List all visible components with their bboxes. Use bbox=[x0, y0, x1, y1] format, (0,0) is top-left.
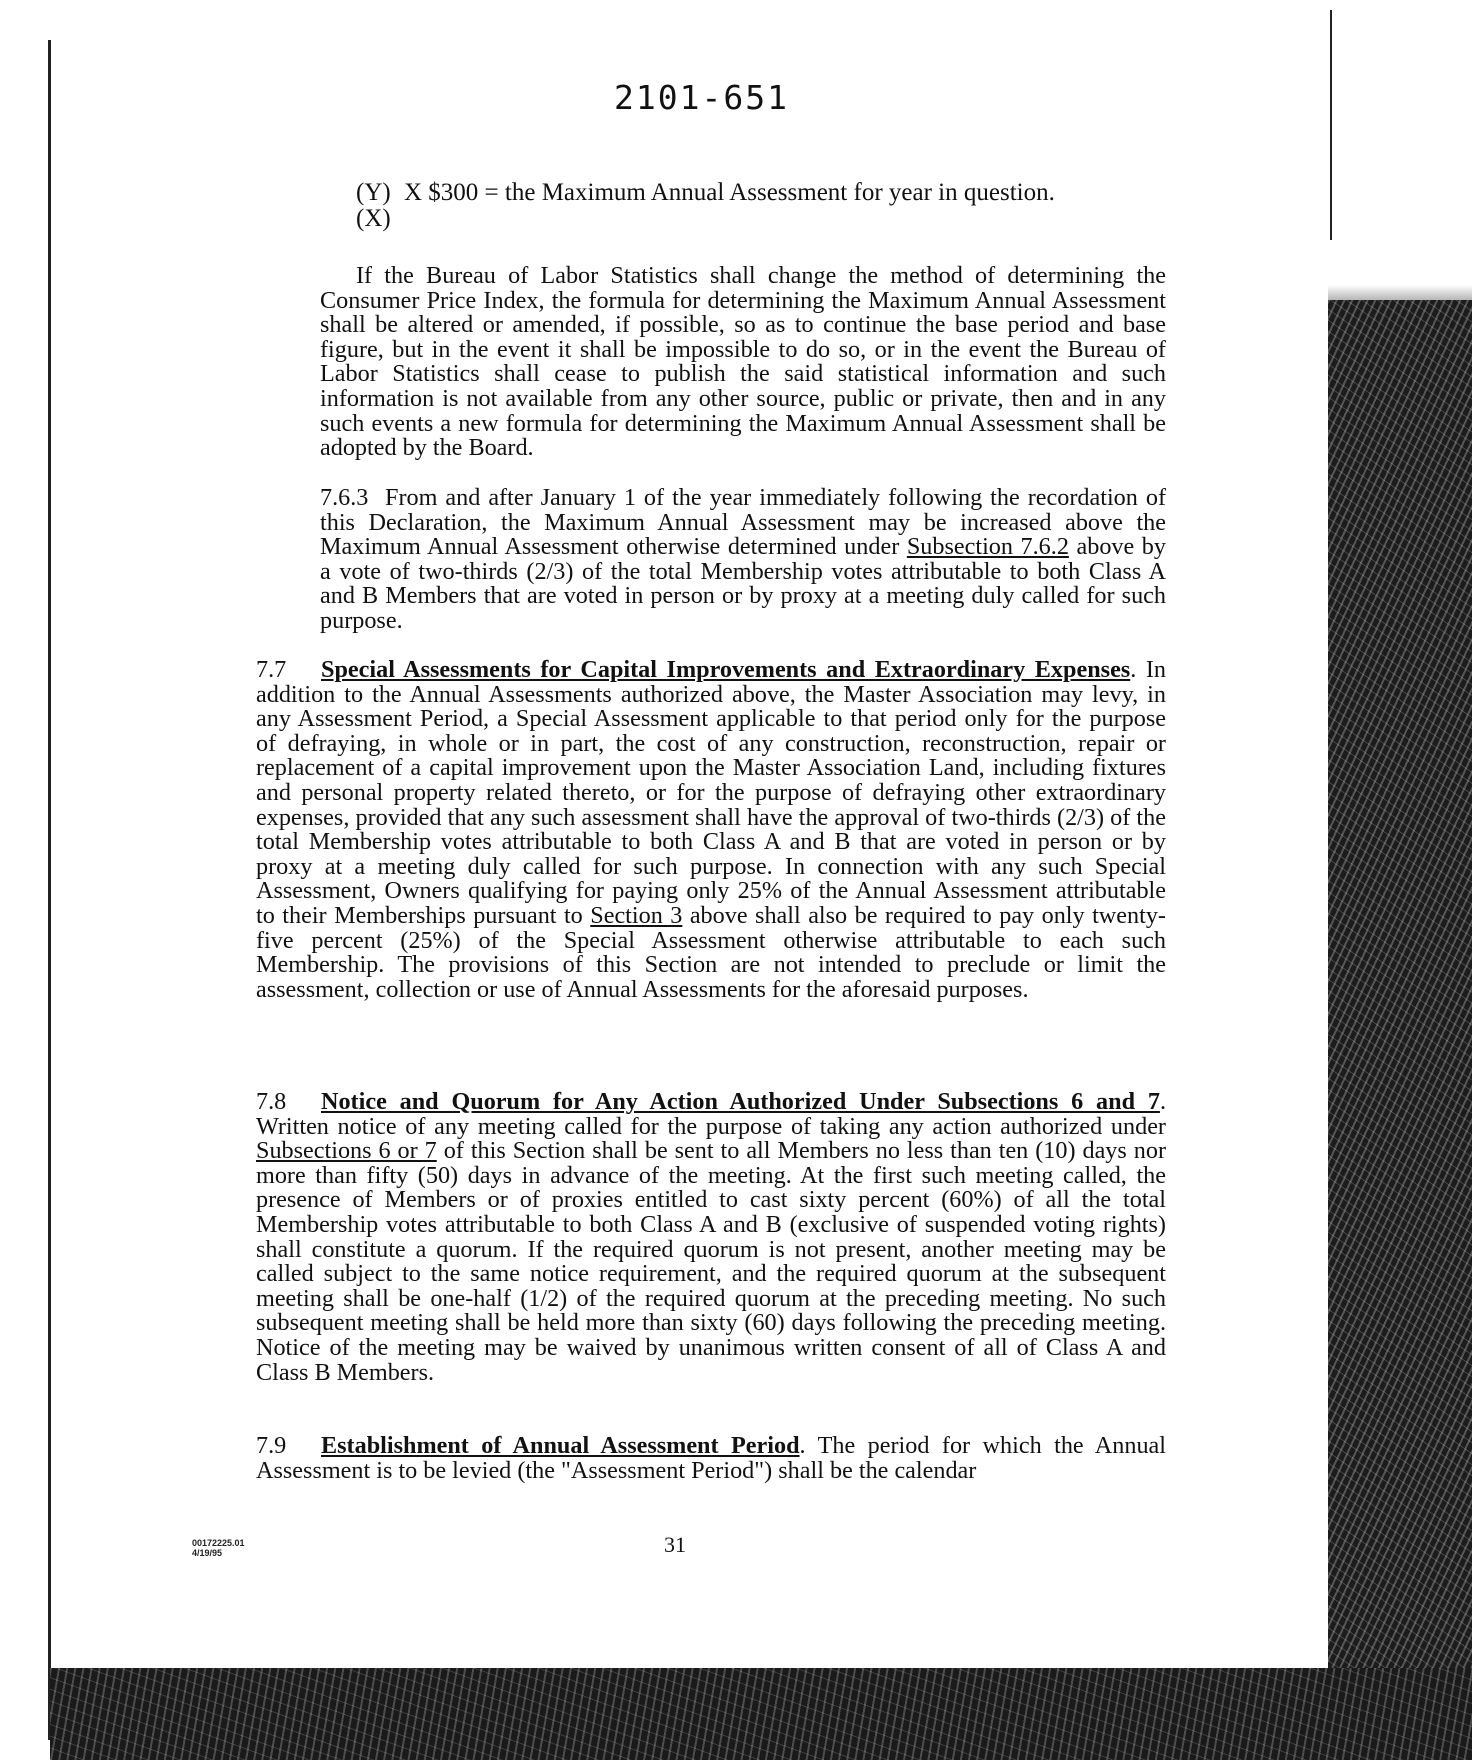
section-7-8 bbox=[256, 1090, 1166, 1385]
paragraph-bls-change: If the Bureau of Labor Statistics shall change the method of determining the Consumer Price Index, the formula for determining the Maximum Annual Assessment shall be altered or amended, if possible, so as to continue the base period and base figure, but in the event it shall be impossible to do so, or in the event the Bureau of Labor Statistics shall cease to publish the said statistical information and such information is not available from any other source, public or private, then and in any such events a new formula for determining the Maximum Annual Assessment shall be adopted by the Board. bbox=[320, 262, 1166, 462]
section-text-continued: of this Section shall be sent to all Members no less than ten (10) days nor more than fifty (50) days in advance of the meeting. At the first such meeting called, the presence of Members or of proxies entitled to cast sixty percent (60%) of all the total Membership votes attributable to both Class A and B (exclusive of suspended voting rights) shall constitute a quorum. If the required quorum is not present, another meeting may be called subject to the same notice requirement, and the required quorum at the subsequent meeting shall be one-half (1/2) of the required quorum at the preceding meeting. No such subsequent meeting shall be held more than sixty (60) days following the preceding meeting. Notice of the meeting may be waived by unanimous written consent of all of Class A and Class B Members. bbox=[256, 1137, 1167, 1386]
section-text: . The period for which the Annual Assessment is to be levied (the "Assessment Period") shall be the calendar bbox=[256, 1432, 1166, 1484]
section-heading: Special Assessments for Capital Improvements and Extraordinary Expenses bbox=[321, 656, 1131, 683]
footer-code-line: 00172225.01 bbox=[192, 1538, 245, 1548]
subsection-reference: Subsection 7.6.2 bbox=[906, 533, 1069, 561]
section-text-continued: above shall also be required to pay only twenty-five percent (25%) of the Special Assessment otherwise attributable to each such Membership. The provisions of this Section are not intended to preclude or limit the assessment, collection or use of Annual Assessments for the aforesaid purposes. bbox=[256, 901, 1166, 1003]
section-number: 7.6.3 bbox=[320, 484, 369, 511]
section-heading: Establishment of Annual Assessment Period bbox=[321, 1432, 800, 1459]
section-text: From and after January 1 of the year immediately following the recordation of this Declaration, the Maximum Annual Assessment may be increased above the Maximum Annual Assessment otherwise determined under bbox=[320, 484, 1166, 561]
footer-file-code bbox=[192, 1538, 245, 1558]
section-7-6-3 bbox=[320, 486, 1166, 634]
formula-numerator: (Y) bbox=[356, 179, 391, 206]
section-number: 7.8 bbox=[256, 1088, 287, 1115]
section-7-7 bbox=[256, 658, 1166, 1002]
left-edge-line bbox=[48, 40, 51, 1740]
section-heading: Notice and Quorum for Any Action Authorized Under Subsections 6 and 7 bbox=[321, 1088, 1160, 1115]
page-number: 31 bbox=[664, 1532, 686, 1557]
section-reference: Section 3 bbox=[590, 901, 683, 929]
formula-denominator: (X) bbox=[356, 205, 391, 232]
scan-shadow-right bbox=[1328, 300, 1472, 1760]
section-number: 7.9 bbox=[256, 1432, 287, 1459]
formula-fraction bbox=[356, 179, 396, 232]
footer-date-line: 4/19/95 bbox=[192, 1548, 223, 1558]
section-text: . Written notice of any meeting called for the purpose of taking any action authorized under bbox=[256, 1088, 1166, 1140]
document-number: 2101-651 bbox=[614, 78, 789, 117]
section-number: 7.7 bbox=[256, 656, 287, 683]
section-text: . In addition to the Annual Assessments authorized above, the Master Association may levy, in any Assessment Period, a Special Assessment applicable to that period only for the purpose of defraying, in whole or in part, the cost of any construction, reconstruction, repair or replacement of a capital improvement upon the Master Association Land, including fixtures and personal property related thereto, or for the purpose of defraying other extraordinary expenses, provided that any such assessment shall have the approval of two-thirds (2/3) of the total Membership votes attributable to both Class A and B that are voted in person or by proxy at a meeting duly called for such purpose. In connection with any such Special Assessment, Owners qualifying for paying only 25% of the Annual Assessment attributable to their Memberships pursuant to bbox=[256, 656, 1166, 929]
section-text-continued: above by a vote of two-thirds (2/3) of the total Membership votes attributable to both Class A and B Members that are voted in person or by proxy at a meeting duly called for such purpose. bbox=[320, 533, 1166, 634]
formula-text: X $300 = the Maximum Annual Assessment for year in question. bbox=[404, 179, 1055, 206]
scan-shadow-bottom bbox=[50, 1668, 1472, 1760]
section-7-9 bbox=[256, 1434, 1166, 1483]
subsections-reference: Subsections 6 or 7 bbox=[256, 1137, 437, 1165]
right-edge-line bbox=[1330, 10, 1332, 240]
